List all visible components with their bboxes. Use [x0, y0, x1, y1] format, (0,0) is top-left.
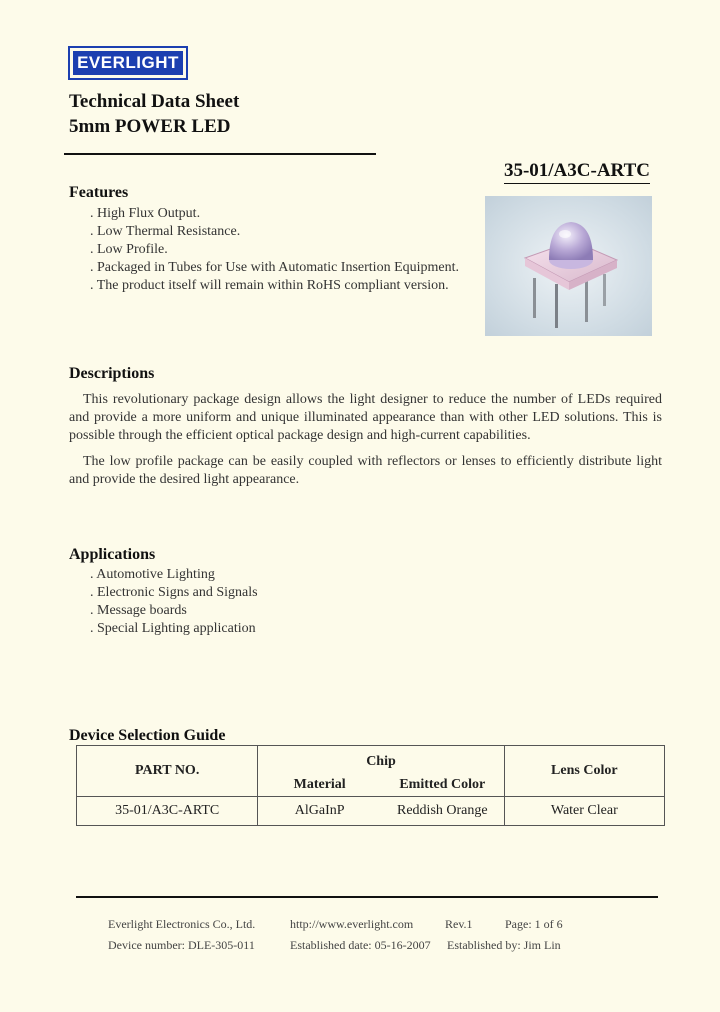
list-item: . Low Profile. [90, 242, 168, 257]
list-item: . Message boards [90, 603, 187, 618]
applications-list [90, 566, 258, 638]
part-number-title: 35-01/A3C-ARTC [504, 160, 650, 184]
descriptions-heading: Descriptions [69, 365, 155, 382]
cell-lens: Water Clear [504, 797, 664, 826]
list-item: . The product itself will remain within RoHS compliant version. [90, 278, 449, 293]
list-item: . High Flux Output. [90, 206, 201, 221]
col-emitted-color: Emitted Color [381, 774, 504, 797]
cell-material: AlGaInP [258, 797, 381, 826]
cell-part: 35-01/A3C-ARTC [77, 797, 258, 826]
doc-subtitle: 5mm POWER LED [69, 116, 231, 137]
doc-title: Technical Data Sheet [69, 91, 240, 112]
led-illustration [485, 196, 652, 336]
cell-emitted: Reddish Orange [381, 797, 504, 826]
col-chip: Chip [258, 746, 504, 775]
description-paragraph: This revolutionary package design allows the light designer to reduce the number of LEDs required and provide a more uniform and unique illuminated appearance than with other LED solutions. This is possible through the efficient optical package design and high-current capabilities. [69, 392, 662, 443]
description-paragraph: The low profile package can be easily coupled with reflectors or lenses to efficiently distribute light and provide the desired light appearance. [69, 454, 662, 487]
col-lens-color: Lens Color [504, 746, 664, 797]
footer-device-number: Device number: DLE-305-011 [108, 938, 255, 952]
footer-revision: Rev.1 [445, 917, 473, 931]
table-row [77, 797, 665, 826]
list-item: . Packaged in Tubes for Use with Automatic Insertion Equipment. [90, 260, 460, 275]
device-guide-heading: Device Selection Guide [69, 727, 226, 744]
list-item: . Automotive Lighting [90, 567, 215, 582]
footer-url[interactable]: http://www.everlight.com [290, 917, 414, 931]
list-item: . Special Lighting application [90, 621, 256, 636]
applications-heading: Applications [69, 546, 156, 563]
list-item: . Electronic Signs and Signals [90, 585, 258, 600]
col-material: Material [258, 774, 381, 797]
logo-text: EVERLIGHT [73, 51, 183, 75]
everlight-logo [68, 46, 188, 80]
features-heading: Features [69, 184, 129, 201]
footer-rule [76, 896, 658, 898]
list-item: . Low Thermal Resistance. [90, 224, 241, 239]
led-product-photo [485, 196, 652, 336]
footer-established-date: Established date: 05-16-2007 [290, 938, 431, 952]
footer-established-by: Established by: Jim Lin [447, 938, 561, 952]
header-rule [64, 153, 376, 155]
device-selection-table [76, 745, 665, 826]
footer-page: Page: 1 of 6 [505, 917, 563, 931]
col-part-no: PART NO. [77, 746, 258, 797]
features-list [90, 205, 459, 295]
footer-company: Everlight Electronics Co., Ltd. [108, 917, 256, 931]
